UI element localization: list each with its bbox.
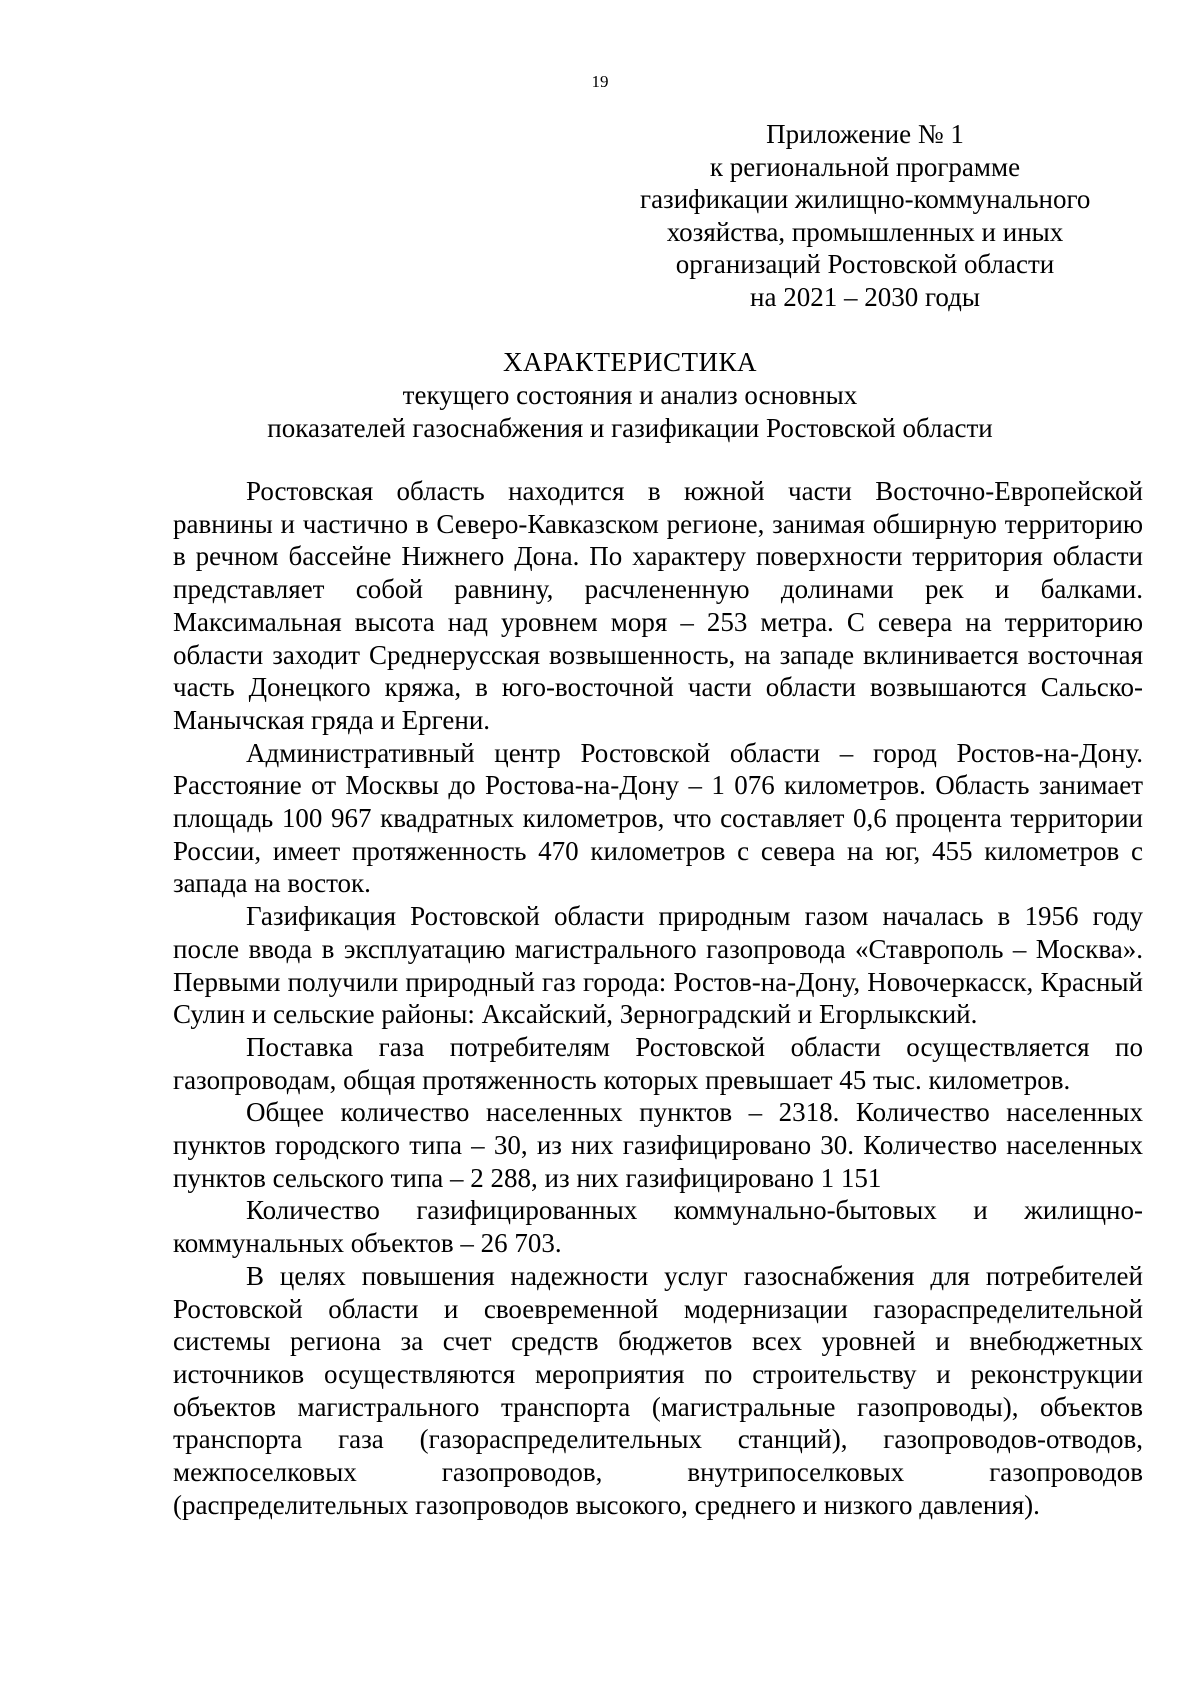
appendix-line: на 2021 – 2030 годы xyxy=(750,281,980,312)
appendix-line: организаций Ростовской области xyxy=(675,249,1055,279)
paragraph: Поставка газа потребителям Ростовской области осуществляется по газопроводам, общая протяженность которых превышает 45 тыс. километров. xyxy=(173,1031,1143,1095)
appendix-line: газификации жилищно-коммунального xyxy=(640,184,1091,214)
document-body xyxy=(173,475,1143,1522)
paragraph: Административный центр Ростовской области – город Ростов-на-Дону. Расстояние от Москвы до Ростова-на-Дону – 1 076 километров. Область занимает площадь 100 967 квадратных километров, что составляет 0,6 процента территории России, имеет протяженность 470 километров с севера на юг, 455 километров с запада на восток. xyxy=(173,737,1143,899)
appendix-line: к региональной программе xyxy=(709,151,1021,182)
paragraph: Общее количество населенных пунктов – 2318. Количество населенных пунктов городского типа – 30, из них газифицировано 30. Количество населенных пунктов сельского типа – 2 288, из них газифицировано 1 151 xyxy=(173,1097,1143,1193)
page-number: 19 xyxy=(591,72,609,91)
appendix-line: Приложение № 1 xyxy=(766,119,964,149)
title-subheading: показателей газоснабжения и газификации Ростовской области xyxy=(267,413,993,443)
paragraph: Количество газифицированных коммунально-бытовых и жилищно-коммунальных объектов – 26 703. xyxy=(173,1195,1143,1259)
document-title xyxy=(180,346,1080,445)
paragraph: Газификация Ростовской области природным газом началась в 1956 году после ввода в эксплуатацию магистрального газопровода «Ставрополь – Москва». Первыми получили природный газ города: Ростов-на-Дону, Новочеркасск, Красный Сулин и сельские районы: Аксайский, Зерноградский и Егорлыкский. xyxy=(173,901,1143,1030)
paragraph: В целях повышения надежности услуг газоснабжения для потребителей Ростовской области и своевременной модернизации газораспределительной системы региона за счет средств бюджетов всех уровней и внебюджетных источников осуществляются мероприятия по строительству и реконструкции объектов магистрального транспорта (магистральные газопроводы), объектов транспорта газа (газораспределительных станций), газопроводов-отводов, межпоселковых газопроводов, внутрипоселковых газопроводов (распределительных газопроводов высокого, среднего и низкого давления). xyxy=(173,1260,1143,1520)
paragraph: Ростовская область находится в южной части Восточно-Европейской равнины и частично в Северо-Кавказском регионе, занимая обширную территорию в речном бассейне Нижнего Дона. По характеру поверхности территория области представляет собой равнину, расчлененную долинами рек и балками. Максимальная высота над уровнем моря – 253 метра. С севера на территорию области заходит Среднерусская возвышенность, на западе вклинивается восточная часть Донецкого кряжа, в юго-восточной части области возвышаются Сальско-Манычская гряда и Ергени. xyxy=(173,476,1143,735)
title-subheading: текущего состояния и анализ основных xyxy=(402,380,858,410)
title-heading: ХАРАКТЕРИСТИКА xyxy=(502,347,758,377)
appendix-line: хозяйства, промышленных и иных xyxy=(666,216,1064,247)
appendix-reference xyxy=(640,118,1090,313)
